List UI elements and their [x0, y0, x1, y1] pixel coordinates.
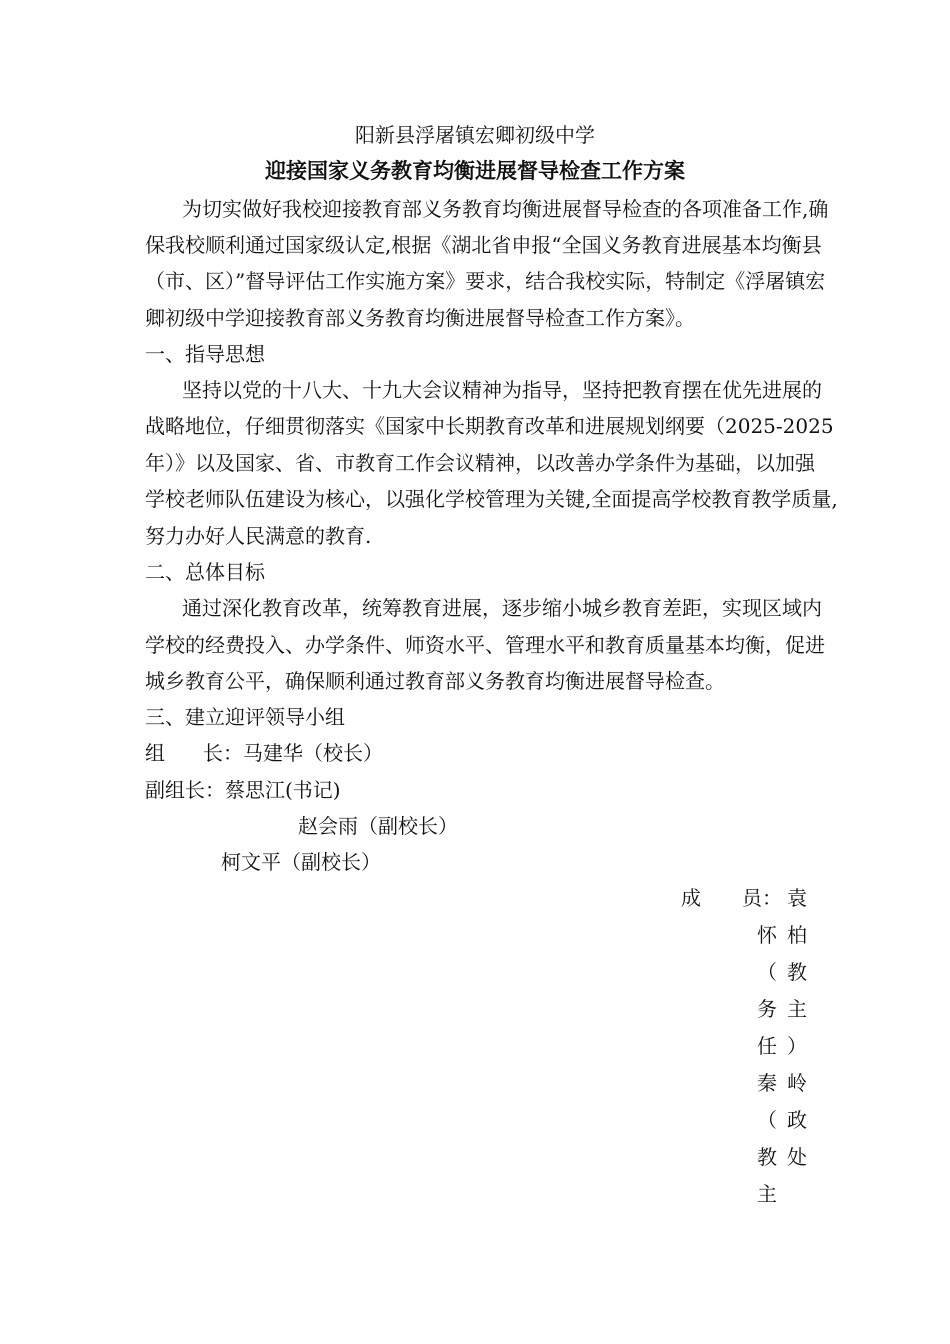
member-char: 主	[757, 1182, 777, 1206]
leader-label-rest: 长：马建华（校长）	[203, 741, 383, 765]
member-char: 处	[787, 1145, 807, 1169]
paragraph-line: 努力办好人民满意的教育.	[145, 524, 372, 548]
section-heading: 三、建立迎评领导小组	[145, 705, 345, 729]
member-char: （	[757, 960, 777, 984]
section-heading: 二、总体目标	[145, 560, 265, 584]
member-char: （	[757, 1108, 777, 1132]
member-char: 教	[757, 1145, 777, 1169]
deputy-leader-3: 柯文平（副校长）	[221, 850, 381, 874]
member-char: 柏	[787, 923, 807, 947]
member-char: 袁	[787, 886, 807, 910]
member-char: 务	[757, 997, 777, 1021]
paragraph-line: 通过深化教育改革，统筹教育进展，逐步缩小城乡教育差距，实现区域内	[182, 596, 822, 620]
member-char: 政	[787, 1108, 807, 1132]
paragraph-line: 学校老师队伍建设为核心，以强化学校管理为关键,全面提高学校教育教学质量,	[145, 487, 838, 511]
deputy-leader-2: 赵会雨（副校长）	[298, 814, 458, 838]
members-label-start: 成	[681, 886, 701, 910]
members-label-rest: 员：	[742, 886, 782, 910]
paragraph-line: 坚持以党的十八大、十九大会议精神为指导，坚持把教育摆在优先进展的	[182, 378, 822, 402]
section-heading: 一、指导思想	[145, 342, 265, 366]
intro-line: 保我校顺利通过国家级认定,根据《湖北省申报“全国义务教育进展基本均衡县	[145, 233, 822, 257]
deputy-leader: 副组长：蔡思江(书记)	[145, 778, 341, 802]
document-title: 迎接国家义务教育均衡进展督导检查工作方案	[265, 158, 685, 183]
intro-line: 卿初级中学迎接教育部义务教育均衡进展督导检查工作方案》。	[145, 306, 695, 330]
member-char: ）	[787, 1034, 807, 1058]
member-char: 教	[787, 960, 807, 984]
intro-line: （市、区）”督导评估工作实施方案》要求，结合我校实际，特制定《浮屠镇宏	[145, 269, 826, 293]
member-char: 岭	[787, 1071, 807, 1095]
member-char: 秦	[757, 1071, 777, 1095]
paragraph-line: 城乡教育公平，确保顺利通过教育部义务教育均衡进展督导检查。	[145, 669, 725, 693]
paragraph-line: 年）》以及国家、省、市教育工作会议精神，以改善办学条件为基础，以加强	[145, 451, 815, 475]
leader-label-start: 组	[145, 741, 165, 765]
paragraph-line: 学校的经费投入、办学条件、师资水平、管理水平和教育质量基本均衡，促进	[145, 633, 825, 657]
paragraph-line: 战略地位，仔细贯彻落实《国家中长期教育改革和进展规划纲要（2025-2025	[145, 414, 834, 438]
member-char: 主	[787, 997, 807, 1021]
member-char: 怀	[757, 923, 777, 947]
intro-line: 为切实做好我校迎接教育部义务教育均衡进展督导检查的各项准备工作,确	[182, 197, 829, 221]
member-char: 任	[757, 1034, 777, 1058]
school-name: 阳新县浮屠镇宏卿初级中学	[355, 123, 595, 147]
